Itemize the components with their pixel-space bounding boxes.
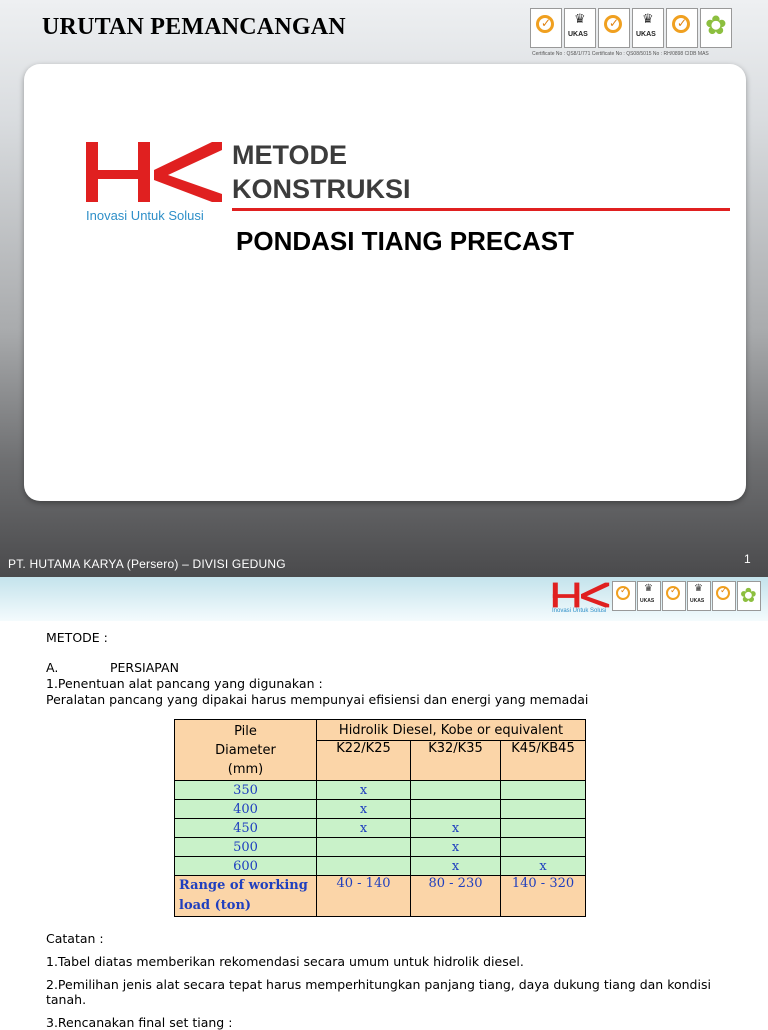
range-value: 140 - 320: [501, 876, 586, 917]
ukas-certificate-icon: [687, 581, 711, 611]
cidb-flower-icon: [700, 8, 732, 48]
diameter-cell: 600: [175, 857, 317, 876]
subtitle: PONDASI TIANG PRECAST: [236, 226, 575, 256]
diameter-cell: 350: [175, 781, 317, 800]
sgs-certificate-icon: [666, 8, 698, 48]
table-row: [175, 819, 586, 838]
table-row: [175, 838, 586, 857]
mark-cell: x: [411, 857, 501, 876]
hammer-type: K45/KB45: [501, 741, 586, 781]
table-row: [175, 781, 586, 800]
slide-title: URUTAN PEMANCANGAN: [42, 14, 346, 40]
section-letter: A.: [46, 660, 59, 675]
notes-label: Catatan :: [46, 931, 104, 946]
certification-badges-small: [612, 581, 761, 611]
sgs-certificate-icon: [662, 581, 686, 611]
heading-line-2: KONSTRUKSI: [232, 174, 411, 204]
mark-cell: [411, 781, 501, 800]
mark-cell: [411, 800, 501, 819]
mark-cell: [317, 838, 411, 857]
hammer-header: Hidrolik Diesel, Kobe or equivalent: [317, 720, 586, 741]
footer-company: PT. HUTAMA KARYA (Persero) – DIVISI GEDUNG: [8, 557, 286, 571]
certificate-caption: Certificate No : QS8/1/771 Certificate No : QS08/5015 No : RH/0898 CIDB MAS: [532, 51, 709, 57]
mark-cell: x: [501, 857, 586, 876]
range-label: Range of working load (ton): [175, 876, 317, 917]
mark-cell: x: [317, 781, 411, 800]
diameter-cell: 500: [175, 838, 317, 857]
hk-logo-icon: [84, 140, 224, 204]
ukas-certificate-icon: [564, 8, 596, 48]
mark-cell: x: [411, 819, 501, 838]
range-value: 40 - 140: [317, 876, 411, 917]
note-1: 1.Tabel diatas memberikan rekomendasi secara umum untuk hidrolik diesel.: [46, 954, 524, 969]
slide-2: [0, 577, 768, 1030]
pile-hammer-table: [174, 719, 586, 917]
table-row: [175, 800, 586, 819]
ukas-certificate-icon: [632, 8, 664, 48]
hk-logo-small-icon: [552, 581, 610, 609]
heading-line-1: METODE: [232, 140, 348, 170]
sgs-certificate-icon: [598, 8, 630, 48]
mark-cell: [501, 838, 586, 857]
section-title: PERSIAPAN: [110, 660, 179, 675]
range-value: 80 - 230: [411, 876, 501, 917]
mark-cell: [501, 800, 586, 819]
sgs-certificate-icon: [530, 8, 562, 48]
logo-small-tagline: Inovasi Untuk Solusi: [552, 608, 607, 614]
mark-cell: x: [317, 819, 411, 838]
ukas-certificate-icon: [637, 581, 661, 611]
logo-tagline: Inovasi Untuk Solusi: [86, 208, 204, 223]
note-2-line-1: 2.Pemilihan jenis alat secara tepat harus memperhitungkan panjang tiang, daya dukung tiang dan kondisi: [46, 977, 711, 992]
sgs-certificate-icon: [612, 581, 636, 611]
mark-cell: [317, 857, 411, 876]
mark-cell: [501, 781, 586, 800]
page-number: 1: [744, 552, 751, 566]
heading: [232, 138, 411, 206]
point-1: 1.Penentuan alat pancang yang digunakan :: [46, 676, 323, 691]
mark-cell: x: [411, 838, 501, 857]
hammer-type: K22/K25: [317, 741, 411, 781]
sgs-certificate-icon: [712, 581, 736, 611]
title-card: [24, 64, 746, 501]
red-divider: [232, 208, 730, 211]
note-2-line-2: tanah.: [46, 992, 87, 1007]
diameter-cell: 450: [175, 819, 317, 838]
mark-cell: x: [317, 800, 411, 819]
mark-cell: [501, 819, 586, 838]
range-row: [175, 876, 586, 917]
cidb-flower-icon: [737, 581, 761, 611]
pile-diameter-header: Pile Diameter (mm): [175, 720, 317, 781]
diameter-cell: 400: [175, 800, 317, 819]
note-3: 3.Rencanakan final set tiang :: [46, 1015, 233, 1030]
metode-label: METODE :: [46, 630, 108, 645]
hammer-type: K32/K35: [411, 741, 501, 781]
table-row: [175, 857, 586, 876]
certification-badges: [530, 8, 732, 48]
point-1-detail: Peralatan pancang yang dipakai harus mempunyai efisiensi dan energi yang memadai: [46, 692, 589, 707]
